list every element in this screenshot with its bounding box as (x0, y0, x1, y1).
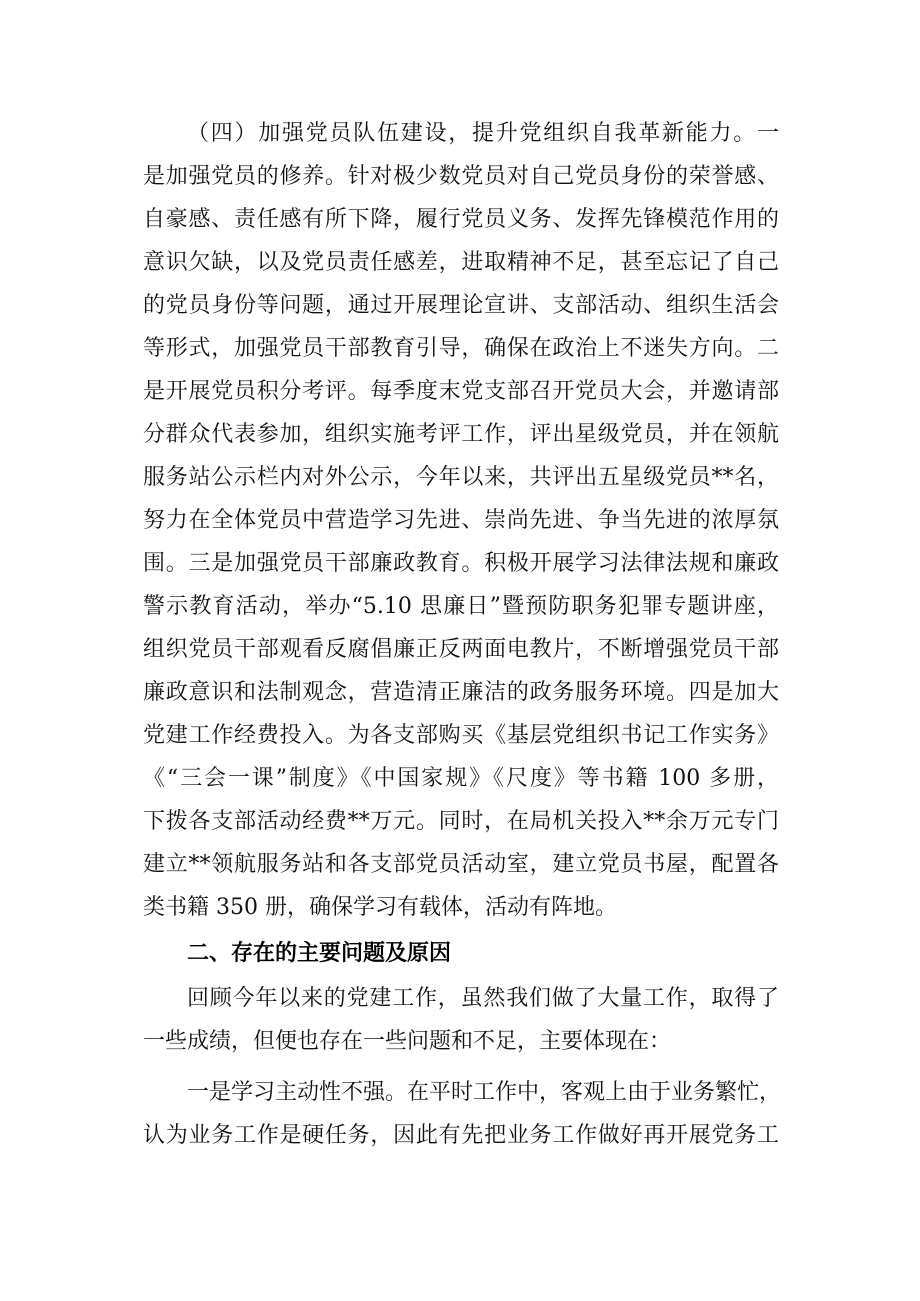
paragraph-line: 党建工作经费投入。为各支部购买《基层党组织书记工作实务》 (143, 723, 779, 748)
paragraph-line: 警示教育活动，举办“5.10 思廉日”暨预防职务犯罪专题讲座， (143, 594, 779, 619)
paragraph-line: 廉政意识和法制观念，营造清正廉洁的政务服务环境。四是加大 (143, 680, 779, 705)
paragraph-line: 服务站公示栏内对外公示，今年以来，共评出五星级党员**名， (143, 465, 779, 490)
paragraph-line: 《“三会一课”制度》《中国家规》《尺度》等书籍 100 多册， (143, 766, 779, 791)
paragraph-line: 下拨各支部活动经费**万元。同时，在局机关投入**余万元专门 (143, 809, 779, 834)
paragraph-line: 回顾今年以来的党建工作，虽然我们做了大量工作，取得了 (187, 986, 779, 1011)
paragraph-line: 等形式，加强党员干部教育引导，确保在政治上不迷失方向。二 (143, 336, 779, 361)
paragraph-line: 建立**领航服务站和各支部党员活动室，建立党员书屋，配置各 (143, 852, 779, 877)
paragraph-line: 类书籍 350 册，确保学习有载体，活动有阵地。 (143, 895, 617, 920)
paragraph-line: 的党员身份等问题，通过开展理论宣讲、支部活动、组织生活会 (143, 293, 779, 318)
paragraph-line: 认为业务工作是硬任务，因此有先把业务工作做好再开展党务工 (143, 1123, 779, 1148)
paragraph-line: 分群众代表参加，组织实施考评工作，评出星级党员，并在领航 (143, 422, 779, 447)
paragraph-line: （四）加强党员队伍建设，提升党组织自我革新能力。一 (187, 121, 779, 146)
paragraph-line: 一是学习主动性不强。在平时工作中，客观上由于业务繁忙， (187, 1080, 782, 1105)
paragraph-line: 一些成绩，但便也存在一些问题和不足，主要体现在： (143, 1029, 672, 1054)
paragraph-line: 是开展党员积分考评。每季度末党支部召开党员大会，并邀请部 (143, 379, 779, 404)
paragraph-line: 组织党员干部观看反腐倡廉正反两面电教片，不断增强党员干部 (143, 637, 779, 662)
paragraph-line: 自豪感、责任感有所下降，履行党员义务、发挥先锋模范作用的 (143, 207, 779, 232)
section-heading: 二、存在的主要问题及原因 (187, 941, 452, 966)
paragraph-line: 是加强党员的修养。针对极少数党员对自己党员身份的荣誉感、 (143, 164, 779, 189)
paragraph-line: 努力在全体党员中营造学习先进、崇尚先进、争当先进的浓厚氛 (143, 508, 779, 533)
paragraph-line: 意识欠缺，以及党员责任感差，进取精神不足，甚至忘记了自己 (143, 250, 779, 275)
paragraph-line: 围。三是加强党员干部廉政教育。积极开展学习法律法规和廉政 (143, 551, 779, 576)
